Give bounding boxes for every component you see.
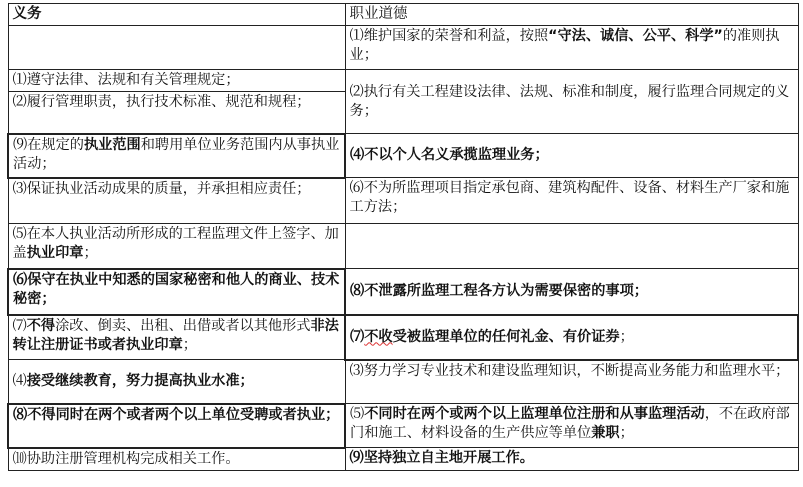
table-row (8, 448, 798, 471)
table-row (8, 70, 798, 92)
header-professional-ethics: 职业道德 (345, 4, 798, 26)
obligation-cell (8, 26, 345, 70)
table-row (8, 134, 798, 178)
obligation-cell (8, 404, 345, 448)
cell-text-segment: ⑴维护国家的荣誉和利益，按照 (349, 28, 549, 44)
obligation-cell (8, 269, 345, 315)
obligation-cell (8, 448, 345, 471)
ethics-cell (345, 178, 798, 224)
obligation-cell (8, 92, 345, 134)
cell-text-segment: 受被监理单位的任何礼金、有价证券 (392, 328, 620, 345)
ethics-cell (345, 315, 798, 360)
obligation-ethics-table (7, 3, 799, 471)
cell-text-segment: ⑻不得同时在两个或者两个以上单位受聘或者执业； (13, 406, 340, 423)
cell-text-segment: ⑼坚持独立自主地开展工作。 (349, 450, 534, 466)
cell-text-segment: ⑼在规定的 (13, 136, 84, 153)
cell-text-segment: 不得 (26, 317, 56, 334)
cell-text-segment: ； (182, 336, 197, 353)
obligation-cell (8, 315, 345, 360)
cell-text-segment: ⑸在本人执业活动所形成的工程监理文件上签字、加盖 (12, 226, 339, 261)
ethics-cell (345, 134, 798, 178)
table-row (8, 178, 798, 224)
obligation-cell (8, 70, 345, 92)
table-header-row (8, 4, 798, 26)
cell-text-segment: ； (619, 328, 634, 345)
cell-text-segment: ； (83, 245, 98, 261)
cell-text-segment: 执业范围 (83, 136, 141, 153)
cell-text-segment: ⑺ (350, 328, 365, 345)
cell-text-segment: ； (619, 425, 634, 441)
ethics-cell (345, 404, 798, 448)
ethics-cell (345, 269, 798, 315)
table-row (8, 404, 798, 448)
cell-text-segment: 的准则执业； (349, 28, 780, 63)
ethics-cell (345, 360, 798, 404)
table-row (8, 224, 798, 269)
cell-text-segment: 和聘用单位业务范围内从事执业活动； (13, 136, 340, 172)
table-row (8, 26, 798, 70)
cell-text-segment: 不收 (364, 328, 393, 345)
header-obligation: 义务 (8, 4, 345, 26)
cell-text-segment: ⑻不泄露所监理工程各方认为需要保密的事项； (350, 282, 648, 299)
cell-text-segment: ⑹不为所监理项目指定承包商、建筑构配件、设备、材料生产厂家和施工方法； (349, 180, 790, 215)
cell-text-segment: 接受继续教育，努力提高执业水准； (26, 372, 254, 389)
cell-text-segment: ⑵执行有关工程建设法律、法规、标准和制度，履行监理合同规定的义务； (349, 83, 790, 119)
ethics-cell (345, 224, 798, 269)
cell-text-segment: ，不在政府部门和施工、材料设备的生产供应等单位 (350, 406, 790, 441)
cell-text-segment: “守法、诚信、公平、科学” (548, 28, 723, 44)
table-row (8, 315, 798, 360)
cell-text-segment: ⑽协助注册管理机构完成相关工作。 (12, 450, 240, 467)
cell-text-segment: ⑷不以个人名义承揽监理业务； (350, 147, 549, 163)
ethics-cell (345, 448, 798, 471)
ethics-cell (345, 26, 798, 70)
cell-text-segment: 涂改、倒卖、出租、出借或者以其他形式 (55, 317, 311, 334)
cell-text-segment: 兼职 (591, 425, 620, 441)
cell-text-segment: ⑸ (350, 406, 365, 422)
ethics-cell (345, 70, 798, 134)
cell-text-segment: ⑵履行管理职责，执行技术标准、规范和规程； (12, 94, 311, 110)
obligation-cell (8, 360, 345, 404)
table-row (8, 360, 798, 404)
cell-text-segment: ⑶努力学习专业技术和建设监理知识，不断提高业务能力和监理水平； (349, 362, 790, 379)
table-row (8, 269, 798, 315)
cell-text-segment: ⑺ (12, 317, 27, 334)
cell-text-segment: ⑶保证执业活动成果的质量，并承担相应责任； (12, 180, 311, 197)
cell-text-segment: 不同时在两个或两个以上监理单位注册和从事监理活动 (364, 406, 705, 422)
cell-text-segment: 执业印章 (26, 245, 84, 261)
obligation-cell (8, 134, 345, 178)
cell-text-segment: ⑴遵守法律、法规和有关管理规定； (12, 72, 240, 88)
obligation-cell (8, 224, 345, 269)
cell-text-segment: 非法转让注册证书或者执业印章 (12, 317, 339, 353)
cell-text-segment: ⑹保守在执业中知悉的国家秘密和他人的商业、技术秘密； (13, 271, 340, 307)
cell-text-segment: ⑷ (12, 372, 27, 389)
obligation-cell (8, 178, 345, 224)
obligation-ethics-table-container (7, 3, 797, 481)
